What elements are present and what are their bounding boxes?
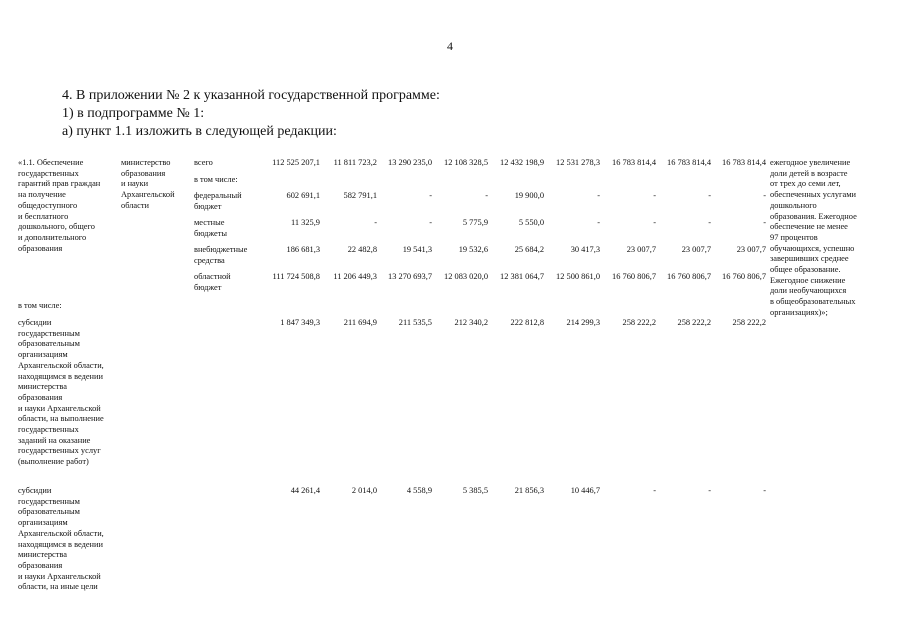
value-cell: 602 691,1 xyxy=(286,191,320,200)
value-cell: - xyxy=(763,191,766,200)
value-cell: 16 783 814,4 xyxy=(722,158,766,167)
intro-line-1: 4. В приложении № 2 к указанной государственной программе: xyxy=(62,88,440,103)
value-cell: 19 541,3 xyxy=(402,245,432,254)
value-cell: 19 900,0 xyxy=(514,191,544,200)
value-cell: - xyxy=(708,191,711,200)
item-executor: министерство образования и науки Архангельской области xyxy=(121,158,175,210)
value-cell: 12 531 278,3 xyxy=(556,158,600,167)
value-cell: - xyxy=(653,218,656,227)
value-cell: - xyxy=(374,218,377,227)
value-cell: 13 290 235,0 xyxy=(388,158,432,167)
value-cell: 13 270 693,7 xyxy=(388,272,432,281)
value-cell: 222 812,8 xyxy=(510,318,544,327)
value-cell: 12 083 020,0 xyxy=(444,272,488,281)
value-cell: 211 535,5 xyxy=(398,318,432,327)
value-cell: 16 783 814,4 xyxy=(612,158,656,167)
value-cell: 1 847 349,3 xyxy=(280,318,320,327)
value-cell: - xyxy=(763,218,766,227)
value-cell: 19 532,6 xyxy=(458,245,488,254)
value-cell: 582 791,1 xyxy=(343,191,377,200)
value-cell: - xyxy=(597,191,600,200)
value-cell: 11 811 723,2 xyxy=(333,158,377,167)
item-title: «1.1. Обеспечение государственных гарантий прав граждан на получение общедоступного и бесплатного дошкольного, общего и дополнительного образования xyxy=(18,158,101,253)
value-cell: - xyxy=(429,191,432,200)
source-label: федеральный бюджет xyxy=(194,191,242,211)
value-cell: 23 007,7 xyxy=(736,245,766,254)
value-cell: 11 206 449,3 xyxy=(333,272,377,281)
value-cell: - xyxy=(653,191,656,200)
page-number: 4 xyxy=(447,39,453,53)
value-cell: - xyxy=(485,191,488,200)
value-cell: 258 222,2 xyxy=(677,318,711,327)
value-cell: 44 261,4 xyxy=(290,486,320,495)
value-cell: 111 724 508,8 xyxy=(272,272,320,281)
source-label: областной бюджет xyxy=(194,272,231,292)
value-cell: 12 500 861,0 xyxy=(556,272,600,281)
value-cell: 258 222,2 xyxy=(732,318,766,327)
intro-line-3: а) пункт 1.1 изложить в следующей редакции: xyxy=(62,124,337,139)
value-cell: 258 222,2 xyxy=(622,318,656,327)
source-label: в том числе: xyxy=(194,175,238,184)
value-cell: 2 014,0 xyxy=(351,486,377,495)
value-cell: 25 684,2 xyxy=(514,245,544,254)
intro-line-2: 1) в подпрограмме № 1: xyxy=(62,106,205,121)
value-cell: 112 525 207,1 xyxy=(272,158,320,167)
value-cell: - xyxy=(653,486,656,495)
value-cell: 12 108 328,5 xyxy=(444,158,488,167)
value-cell: - xyxy=(708,218,711,227)
value-cell: 23 007,7 xyxy=(626,245,656,254)
value-cell: 5 385,5 xyxy=(462,486,488,495)
item-result: ежегодное увеличение доли детей в возрасте от трех до семи лет, обеспеченных услугами дошкольного образования. Ежегодное обеспечение не менее 97 процентов обучающихся, успешно завершивших среднее общее образование. Ежегодное снижение доли необучающихся в общеобразовательных организациях)»; xyxy=(770,158,857,317)
value-cell: 5 550,0 xyxy=(518,218,544,227)
value-cell: 10 446,7 xyxy=(570,486,600,495)
including-label: в том числе: xyxy=(18,301,62,310)
subitem-title: субсидии государственным образовательным организациям Архангельской области, находящимся в ведении министерства образования и науки Архангельской области, на выполнение государственных заданий на оказание государственных услуг (выполнение работ) xyxy=(18,318,104,467)
value-cell: 16 760 806,7 xyxy=(667,272,711,281)
value-cell: - xyxy=(429,218,432,227)
value-cell: 5 775,9 xyxy=(462,218,488,227)
value-cell: 186 681,3 xyxy=(286,245,320,254)
value-cell: 16 783 814,4 xyxy=(667,158,711,167)
value-cell: 11 325,9 xyxy=(290,218,320,227)
value-cell: - xyxy=(597,218,600,227)
value-cell: 12 381 064,7 xyxy=(500,272,544,281)
source-label: внебюджетные средства xyxy=(194,245,248,265)
value-cell: 212 340,2 xyxy=(454,318,488,327)
value-cell: 22 482,8 xyxy=(347,245,377,254)
source-label: всего xyxy=(194,158,213,167)
value-cell: 23 007,7 xyxy=(681,245,711,254)
value-cell: 16 760 806,7 xyxy=(612,272,656,281)
value-cell: 21 856,3 xyxy=(514,486,544,495)
value-cell: 214 299,3 xyxy=(566,318,600,327)
value-cell: 12 432 198,9 xyxy=(500,158,544,167)
value-cell: - xyxy=(708,486,711,495)
subitem-title: субсидии государственным образовательным организациям Архангельской области, находящимся в ведении министерства образования и науки Архангельской области, на иные цели xyxy=(18,486,104,592)
value-cell: 211 694,9 xyxy=(343,318,377,327)
value-cell: - xyxy=(763,486,766,495)
value-cell: 16 760 806,7 xyxy=(722,272,766,281)
value-cell: 30 417,3 xyxy=(570,245,600,254)
value-cell: 4 558,9 xyxy=(406,486,432,495)
source-label: местные бюджеты xyxy=(194,218,228,238)
